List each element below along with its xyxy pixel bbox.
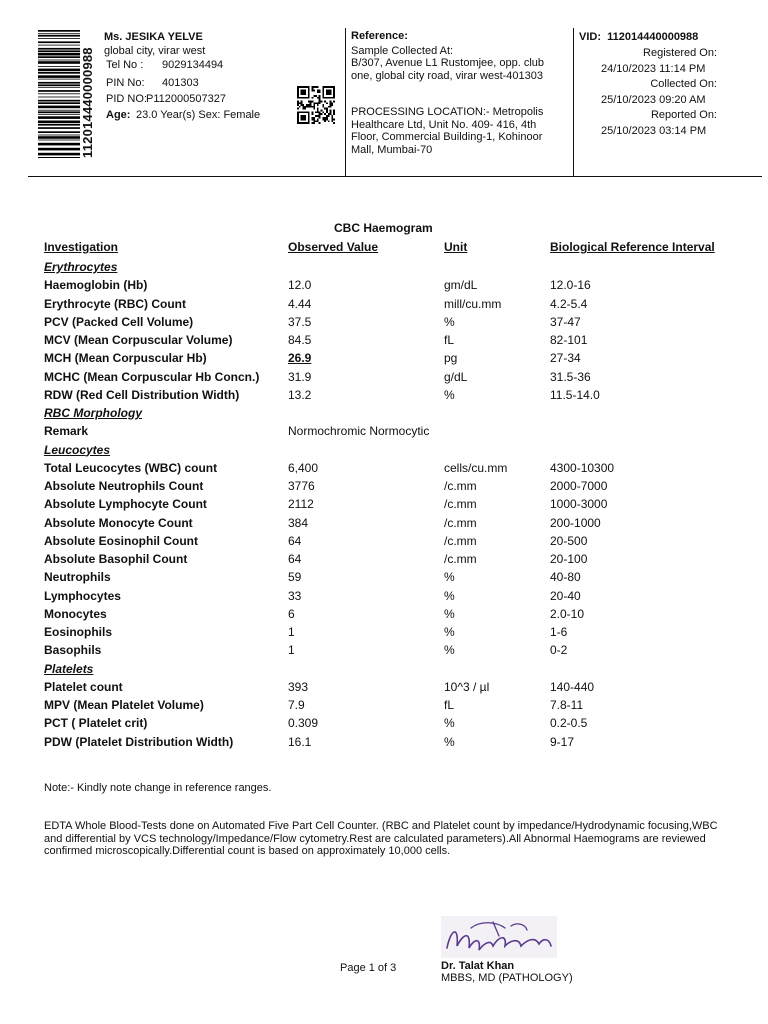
reference-interval: 9-17 xyxy=(550,734,575,749)
test-name: MCHC (Mean Corpuscular Hb Concn.) xyxy=(44,369,260,384)
table-row xyxy=(0,370,768,388)
reference-interval: 4.2-5.4 xyxy=(550,296,588,311)
test-name: Haemoglobin (Hb) xyxy=(44,278,148,293)
test-name: Monocytes xyxy=(44,606,107,621)
reference-interval: 12.0-16 xyxy=(550,278,591,293)
header-unit: Unit xyxy=(444,240,468,254)
observed-value: 7.9 xyxy=(288,698,305,712)
test-name: Neutrophils xyxy=(44,570,111,585)
reference-interval: 0.2-0.5 xyxy=(550,716,588,731)
report-title: CBC Haemogram xyxy=(334,221,433,235)
age-label: Age: xyxy=(106,109,131,121)
observed-value: 2112 xyxy=(288,497,314,512)
section-title: Leucocytes xyxy=(44,442,111,457)
table-row xyxy=(0,297,768,315)
registered-label: Registered On: xyxy=(643,47,717,59)
reported-label: Reported On: xyxy=(650,109,717,121)
doctor-name: Dr. Talat Khan xyxy=(441,960,515,972)
reported-value: 25/10/2023 03:14 PM xyxy=(601,125,707,137)
table-row xyxy=(0,516,768,534)
age-sex-value: 23.0 Year(s) Sex: Female xyxy=(136,109,261,121)
observed-value: 6,400 xyxy=(288,460,319,475)
test-name: Absolute Basophil Count xyxy=(44,552,188,566)
barcode-number: 112014440000988 xyxy=(80,47,95,158)
observed-value: 31.9 xyxy=(288,369,312,384)
unit: % xyxy=(444,625,455,639)
unit: mill/cu.mm xyxy=(444,296,502,311)
unit: % xyxy=(444,570,455,585)
section-heading xyxy=(0,443,768,461)
test-name: RDW (Red Cell Distribution Width) xyxy=(44,387,240,402)
test-name: Absolute Eosinophil Count xyxy=(44,533,198,548)
reference-interval: 20-40 xyxy=(550,588,581,603)
sample-collected-label: Sample Collected At: xyxy=(351,45,454,57)
unit: % xyxy=(444,606,455,621)
observed-value: 12.0 xyxy=(288,278,312,293)
reference-interval: 20-500 xyxy=(550,533,588,548)
unit: % xyxy=(444,716,455,731)
reference-interval: 1-6 xyxy=(550,625,568,639)
unit: % xyxy=(444,314,455,329)
test-name: Erythrocyte (RBC) Count xyxy=(44,296,187,311)
barcode-image xyxy=(38,30,80,158)
collected-label: Collected On: xyxy=(650,78,717,90)
patient-name: Ms. JESIKA YELVE xyxy=(104,31,203,43)
reference-title: Reference: xyxy=(351,30,408,42)
unit: 10^3 / µl xyxy=(444,679,490,694)
unit: fL xyxy=(444,698,455,712)
reference-interval: 140-440 xyxy=(550,679,595,694)
test-name: Eosinophils xyxy=(44,625,113,639)
observed-value: 1 xyxy=(288,643,295,658)
test-name: Lymphocytes xyxy=(44,588,121,603)
patient-age-sex xyxy=(106,109,260,121)
table-row xyxy=(0,315,768,333)
doctor-qualification: MBBS, MD (PATHOLOGY) xyxy=(441,972,573,984)
observed-value: 59 xyxy=(288,570,302,585)
observed-value: 33 xyxy=(288,588,302,603)
table-row xyxy=(0,479,768,497)
reference-interval: 20-100 xyxy=(550,552,588,566)
header-divider-left xyxy=(345,28,346,176)
vid-label: VID: xyxy=(579,31,601,43)
observed-value: 64 xyxy=(288,552,302,566)
observed-value: 4.44 xyxy=(288,296,312,311)
unit: % xyxy=(444,734,455,749)
table-row xyxy=(0,625,768,643)
observed-value: 16.1 xyxy=(288,734,312,749)
pin-value: 401303 xyxy=(162,77,199,89)
header-observed-value: Observed Value xyxy=(288,240,379,254)
table-row xyxy=(0,680,768,698)
observed-value: 37.5 xyxy=(288,314,312,329)
unit: % xyxy=(444,387,455,402)
test-name: Total Leucocytes (WBC) count xyxy=(44,460,218,475)
method-note: EDTA Whole Blood-Tests done on Automated Five Part Cell Counter. (RBC and Platelet count by impedance/Hydrodynamic focusing,WBC and differential by VCS technology/Impedance/Flow cytometry.Rest are calculated parameters).All Abnormal Haemograms are reviewed confirmed microscopically.Differential count is based on approximately 10,000 cells. xyxy=(44,820,718,857)
registered-value: 24/10/2023 11:14 PM xyxy=(601,63,706,75)
observed-value: 64 xyxy=(288,533,302,548)
patient-pin xyxy=(106,77,199,89)
tel-value: 9029134494 xyxy=(162,59,224,71)
table-row xyxy=(0,698,768,716)
table-row xyxy=(0,461,768,479)
patient-address: global city, virar west xyxy=(104,45,206,57)
reference-interval: 2.0-10 xyxy=(550,606,585,621)
unit: pg xyxy=(444,351,458,366)
test-name: Remark xyxy=(44,424,89,439)
section-heading xyxy=(0,406,768,424)
test-name: MCV (Mean Corpuscular Volume) xyxy=(44,333,233,347)
header-investigation: Investigation xyxy=(44,240,119,254)
observed-value: Normochromic Normocytic xyxy=(288,424,430,439)
observed-value: 1 xyxy=(288,625,295,639)
test-name: PCV (Packed Cell Volume) xyxy=(44,314,194,329)
table-row xyxy=(0,716,768,734)
test-name: Basophils xyxy=(44,643,102,658)
barcode xyxy=(38,30,102,162)
table-row xyxy=(0,388,768,406)
section-heading xyxy=(0,260,768,278)
reference-interval: 0-2 xyxy=(550,643,568,658)
reference-interval: 40-80 xyxy=(550,570,581,585)
unit: /c.mm xyxy=(444,533,477,548)
processing-location: PROCESSING LOCATION:- Metropolis Healthcare Ltd, Unit No. 409- 416, 4th Floor, Commercial Building-1, Kohinoor Mall, Mumbai-70 xyxy=(351,106,544,156)
test-name: MPV (Mean Platelet Volume) xyxy=(44,698,204,712)
patient-tel xyxy=(106,59,223,71)
section-title: Platelets xyxy=(44,661,94,676)
header-reference-interval: Biological Reference Interval xyxy=(550,240,715,254)
table-row xyxy=(0,570,768,588)
observed-value: 26.9 xyxy=(288,351,312,366)
table-row xyxy=(0,643,768,661)
unit: g/dL xyxy=(444,369,468,384)
table-row xyxy=(0,333,768,351)
unit: % xyxy=(444,588,455,603)
unit: /c.mm xyxy=(444,515,477,530)
reference-interval: 37-47 xyxy=(550,314,581,329)
unit: /c.mm xyxy=(444,497,477,512)
unit: cells/cu.mm xyxy=(444,460,508,475)
test-name: PDW (Platelet Distribution Width) xyxy=(44,734,234,749)
reference-interval: 11.5-14.0 xyxy=(550,387,600,402)
reference-interval: 1000-3000 xyxy=(550,497,608,512)
patient-pid xyxy=(106,93,226,105)
doctor-signature xyxy=(441,916,557,958)
reference-interval: 7.8-11 xyxy=(550,698,584,712)
test-name: Absolute Lymphocyte Count xyxy=(44,497,207,512)
table-row xyxy=(0,552,768,570)
collected-value: 25/10/2023 09:20 AM xyxy=(601,94,706,106)
tel-label: Tel No : xyxy=(106,59,144,71)
unit: % xyxy=(444,643,455,658)
unit: gm/dL xyxy=(444,278,478,293)
pid-value: P112000507327 xyxy=(146,93,226,105)
test-name: MCH (Mean Corpuscular Hb) xyxy=(44,351,207,366)
table-row xyxy=(0,735,768,753)
test-name: Absolute Neutrophils Count xyxy=(44,479,204,493)
reference-interval: 82-101 xyxy=(550,333,588,347)
reference-interval: 2000-7000 xyxy=(550,479,608,493)
table-row xyxy=(0,497,768,515)
observed-value: 84.5 xyxy=(288,333,312,347)
pin-label: PIN No: xyxy=(106,77,145,89)
reference-interval: 4300-10300 xyxy=(550,460,615,475)
table-row xyxy=(0,589,768,607)
reference-range-note: Note:- Kindly note change in reference ranges. xyxy=(44,782,272,794)
observed-value: 13.2 xyxy=(288,387,312,402)
vid-value: 112014440000988 xyxy=(607,31,699,43)
test-name: Absolute Monocyte Count xyxy=(44,515,193,530)
section-heading xyxy=(0,662,768,680)
vid xyxy=(579,31,698,43)
observed-value: 6 xyxy=(288,606,295,621)
table-row xyxy=(0,278,768,296)
table-row xyxy=(0,607,768,625)
table-row xyxy=(0,534,768,552)
reference-interval: 27-34 xyxy=(550,351,581,366)
unit: fL xyxy=(444,333,455,347)
page-number: Page 1 of 3 xyxy=(340,962,397,974)
reference-interval: 31.5-36 xyxy=(550,369,591,384)
unit: /c.mm xyxy=(444,479,477,493)
table-row xyxy=(0,351,768,369)
sample-collected-address: B/307, Avenue L1 Rustomjee, opp. club one, global city road, virar west-401303 xyxy=(351,57,545,82)
table-row xyxy=(0,424,768,442)
pid-label: PID NO: xyxy=(106,93,147,105)
observed-value: 393 xyxy=(288,679,309,694)
observed-value: 3776 xyxy=(288,479,315,493)
test-name: Platelet count xyxy=(44,679,123,694)
unit: /c.mm xyxy=(444,552,477,566)
test-name: PCT ( Platelet crit) xyxy=(44,716,148,731)
reference-interval: 200-1000 xyxy=(550,515,601,530)
observed-value: 384 xyxy=(288,515,309,530)
qr-code xyxy=(297,86,335,124)
section-title: Erythrocytes xyxy=(44,260,118,274)
observed-value: 0.309 xyxy=(288,716,319,731)
header-bottom-rule xyxy=(28,176,762,177)
section-title: RBC Morphology xyxy=(44,406,142,420)
